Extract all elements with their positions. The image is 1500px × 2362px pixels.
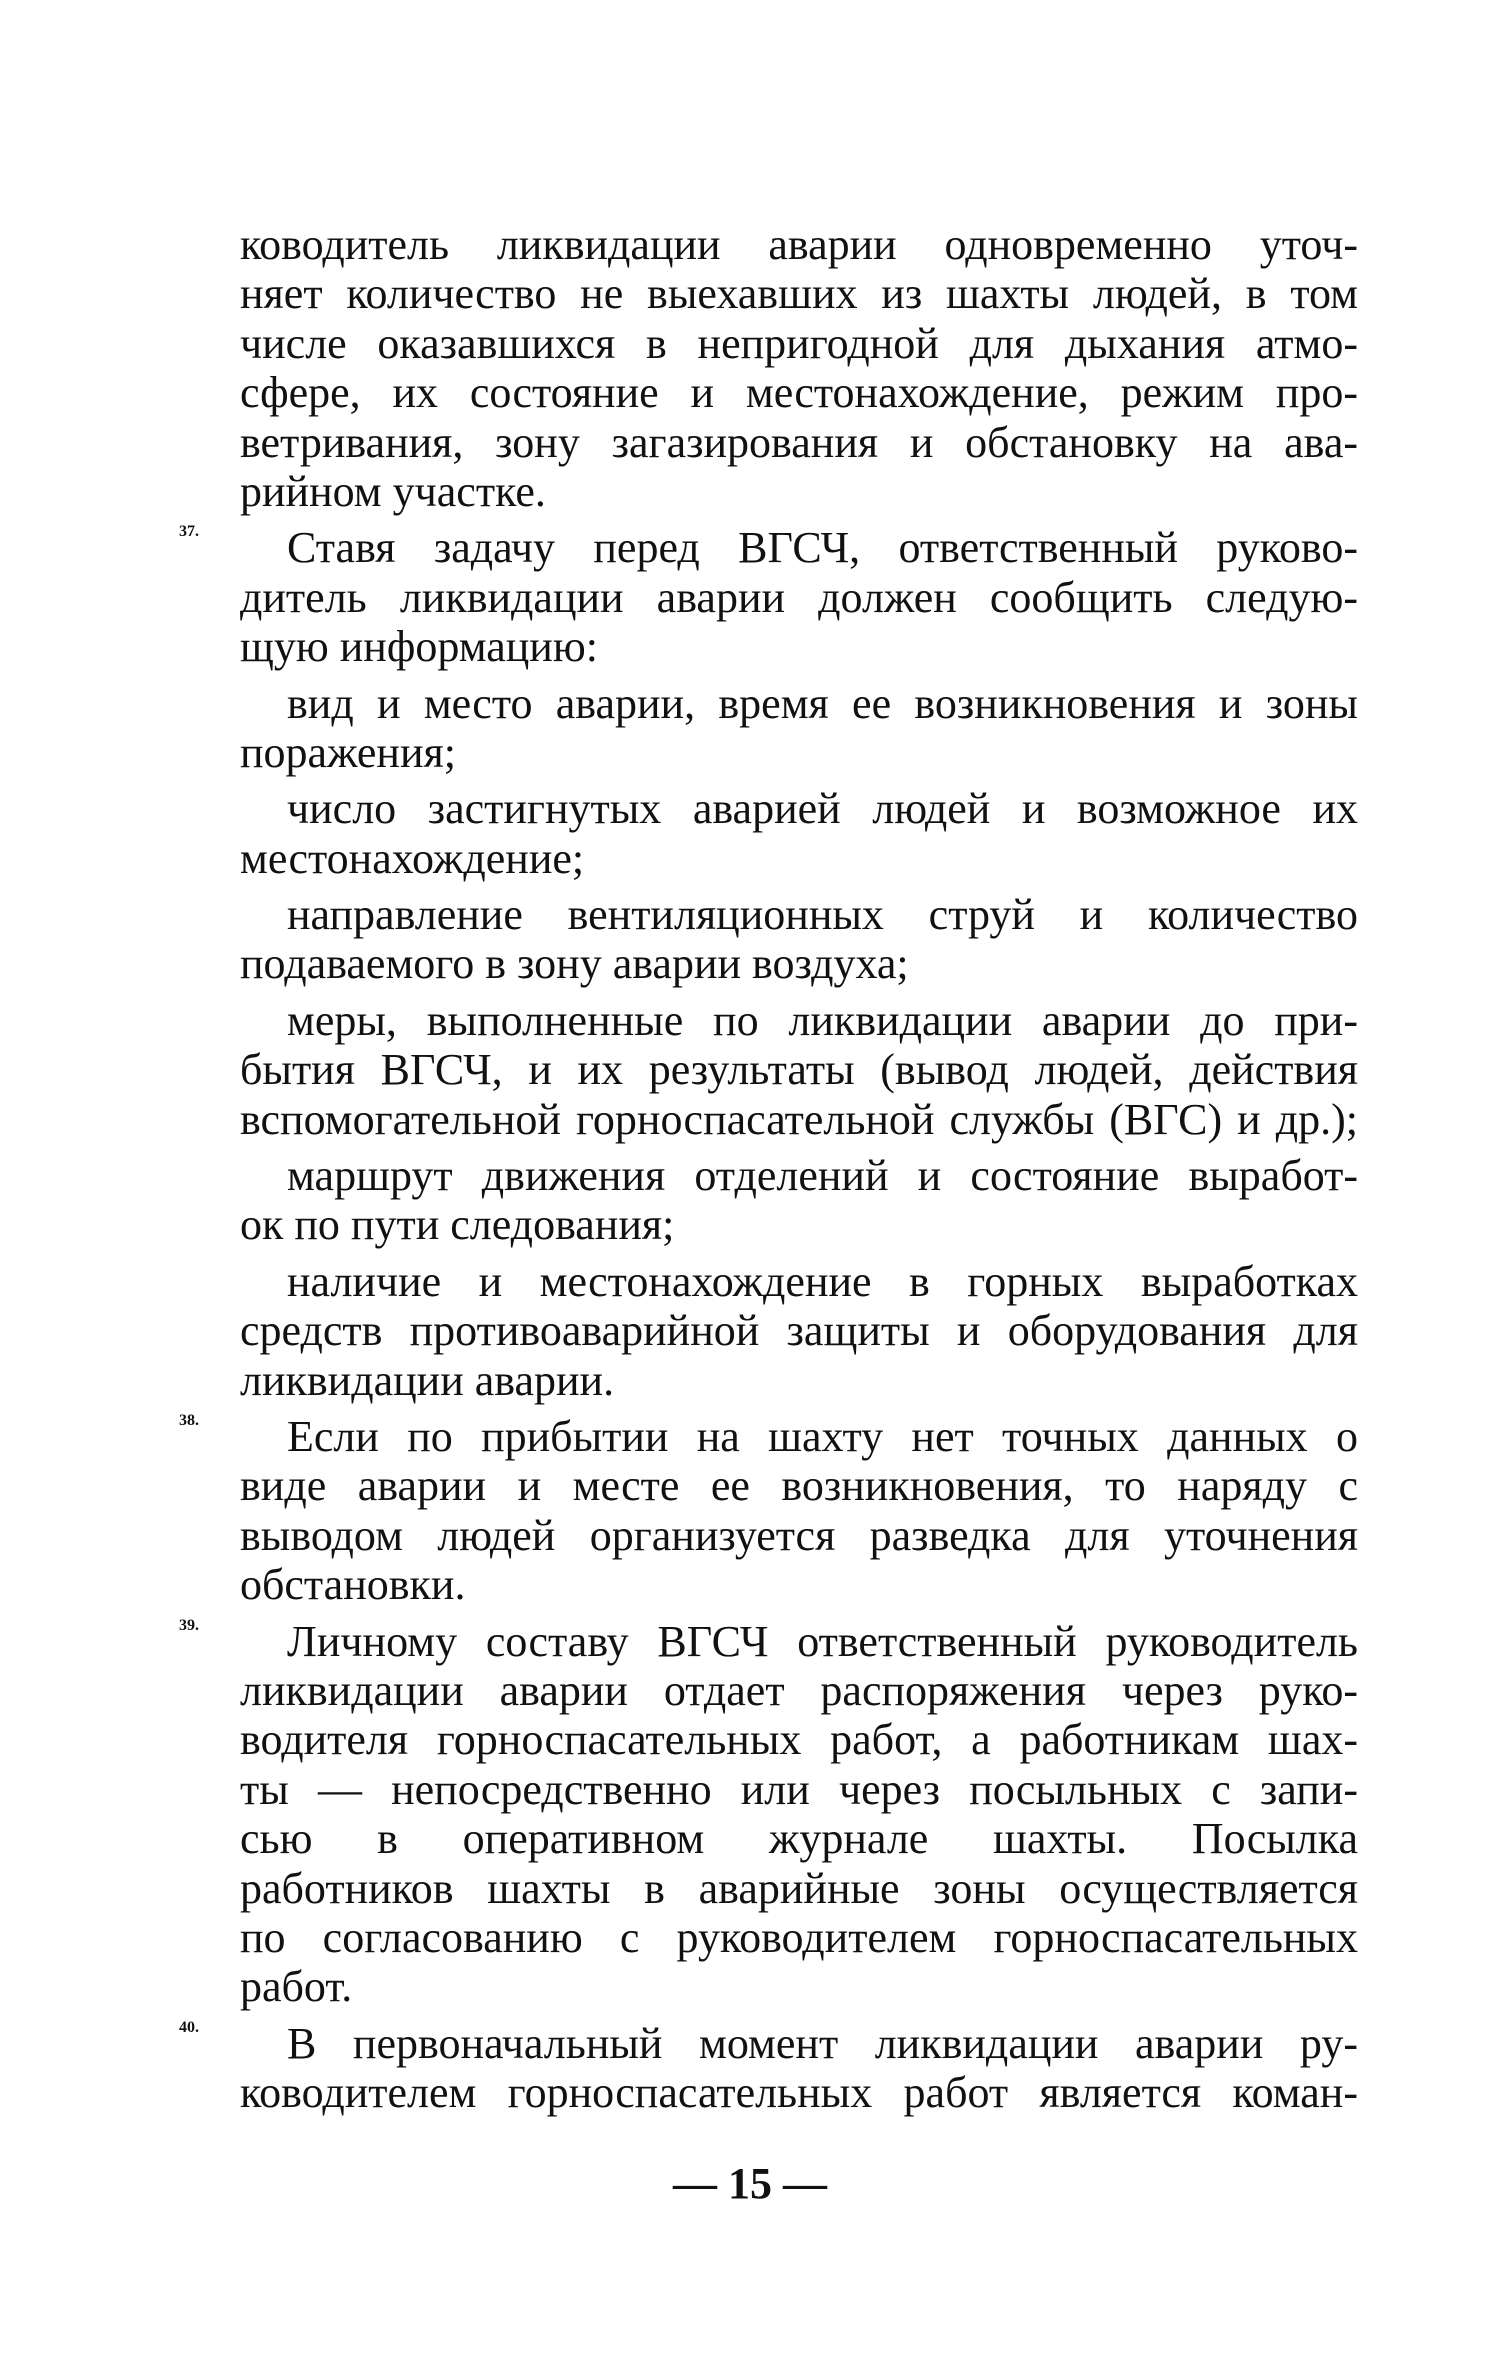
text-line: меры, выполненные по ликвидации аварии до при-	[287, 995, 1358, 1045]
text-line: рийном участке.	[240, 466, 546, 516]
text-line: вид и место аварии, время ее возникновения и зоны	[287, 678, 1358, 728]
text-line: щую информацию:	[240, 622, 598, 672]
text-line: ководителем горноспасательных работ является коман-	[240, 2068, 1358, 2118]
text-line: число застигнутых аварией людей и возможное их	[287, 784, 1358, 834]
text-line: числе оказавшихся в непригодной для дыхания атмо-	[240, 318, 1358, 368]
text-line: наличие и местонахождение в горных выработках	[287, 1256, 1358, 1306]
subitem	[240, 1151, 1358, 1250]
text-line: ликвидации аварии отдает распоряжения через руко-	[240, 1665, 1358, 1715]
text-line: направление вентиляционных струй и количество	[287, 890, 1358, 940]
text-line: ликвидации аварии.	[240, 1355, 615, 1405]
text-line: ок по пути следования;	[240, 1200, 675, 1250]
item-number: 40.	[179, 2018, 199, 2036]
item-number: 39.	[179, 1616, 199, 1634]
text-line: поражения;	[240, 727, 456, 777]
text-line: Ставя задачу перед ВГСЧ, ответственный руково-	[287, 523, 1358, 573]
subitem	[240, 679, 1358, 778]
text-line: ководитель ликвидации аварии одновременно уточ-	[240, 220, 1358, 269]
subitem	[240, 1257, 1358, 1405]
text-line: Если по прибытии на шахту нет точных данных о	[287, 1411, 1358, 1461]
text-line: виде аварии и месте ее возникновения, то наряду с	[240, 1461, 1358, 1511]
text-line: сфере, их состояние и местонахождение, режим про-	[240, 368, 1358, 418]
subitem	[240, 996, 1358, 1144]
page-number: — 15 —	[673, 2159, 827, 2208]
subitem	[240, 784, 1358, 883]
text-line: Личному составу ВГСЧ ответственный руководитель	[287, 1616, 1358, 1666]
text-line: по согласованию с руководителем горноспасательных	[240, 1912, 1358, 1962]
text-line: няет количество не выехавших из шахты людей, в том	[240, 269, 1358, 319]
item-number: 37.	[179, 523, 199, 541]
item-38	[179, 1411, 1358, 1610]
text-line: ты — непосредственно или через посыльных с запи-	[240, 1764, 1358, 1814]
text-line: вспомогательной горноспасательной службы (ВГС) и др.);	[240, 1094, 1358, 1144]
text-line: работ.	[240, 1962, 353, 2012]
item-number: 38.	[179, 1411, 199, 1429]
document-page	[179, 220, 1358, 2118]
text-line: бытия ВГСЧ, и их результаты (вывод людей, действия	[240, 1045, 1358, 1095]
subitem	[240, 890, 1358, 989]
text-line: работников шахты в аварийные зоны осуществляется	[240, 1863, 1358, 1913]
text-line: дитель ликвидации аварии должен сообщить следую-	[240, 572, 1358, 622]
item-37	[179, 523, 1358, 1405]
text-line: сью в оперативном журнале шахты. Посылка	[240, 1814, 1358, 1864]
text-line: маршрут движения отделений и состояние выработ-	[287, 1151, 1358, 1201]
text-line: В первоначальный момент ликвидации аварии ру-	[287, 2018, 1358, 2068]
text-line: водителя горноспасательных работ, а работникам шах-	[240, 1715, 1358, 1765]
item-39	[179, 1616, 1358, 2012]
text-line: ветривания, зону загазирования и обстановку на ава-	[240, 417, 1358, 467]
text-line: средств противоаварийной защиты и оборудования для	[240, 1306, 1358, 1356]
text-line: местонахождение;	[240, 833, 585, 883]
text-line: выводом людей организуется разведка для уточнения	[240, 1510, 1358, 1560]
text-line: подаваемого в зону аварии воздуха;	[240, 939, 909, 989]
text-line: обстановки.	[240, 1560, 466, 1610]
item-40	[179, 2018, 1358, 2118]
lead-paragraph	[240, 220, 1358, 516]
